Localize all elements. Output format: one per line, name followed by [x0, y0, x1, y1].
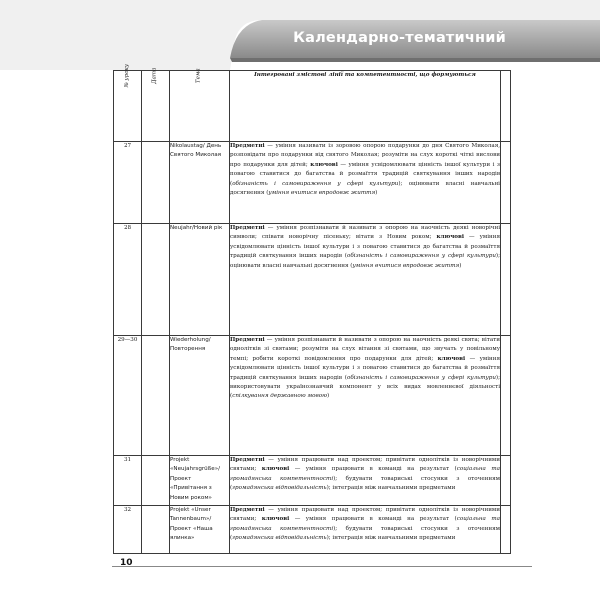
lesson-date: [142, 142, 170, 224]
footer-rule: [112, 566, 532, 567]
table-row: [114, 142, 511, 224]
column-header-content: Інтегровані змістові лінії та компетентності, що формуються: [230, 71, 501, 142]
table-header-row: [114, 71, 511, 142]
lesson-topic: Neujahr/Новий рік: [170, 224, 230, 336]
lesson-date: [142, 506, 170, 554]
lesson-content: Предметні — уміння називати із зоровою опорою подарунки до дня Святого Миколая, розповідати про подарунки від святого Миколая; розуміти на слух короткі чіткі вислови про подарунки для дітей; ключові — уміння усвідомлювати цінність іншої культури і з повагою ставитися до багатства й розмаїття традицій святкування інших народів (обізнаність і самовираження у сфері культури); оцінювати власні навчальні досягнення (уміння вчитися впродовж життя): [230, 142, 501, 224]
lesson-date: [142, 336, 170, 456]
lesson-number: 28: [114, 224, 142, 336]
lesson-number: 32: [114, 506, 142, 554]
column-header-lesson-number: № уроку: [114, 71, 142, 142]
lesson-content: Предметні — уміння працювати над проектом; привітати однолітків із новорічними святами; ключові — уміння працювати в команді на результат (соціальна та громадянська компетентності); будувати товариські стосунки з оточенням (громадянська відповідальність); інтеграція між навчальними предметами: [230, 456, 501, 506]
extra-cell: [501, 336, 511, 456]
table-row: [114, 506, 511, 554]
extra-cell: [501, 506, 511, 554]
table-row: [114, 456, 511, 506]
lesson-date: [142, 224, 170, 336]
column-header-extra: [501, 71, 511, 142]
extra-cell: [501, 224, 511, 336]
lesson-topic: Nikolaustag/ День Святого Миколая: [170, 142, 230, 224]
lesson-content: Предметні — уміння розпізнавати й називати з опорою на наочність деякі свята; вітати однолітків зі святами; розуміти на слух вітання зі святами, що звучать у повільному темпі; робити короткі повідомлення про подарунки для дітей; ключові — уміння усвідомлювати цінність іншої культури і з повагою ставитися до багатства й розмаїття традицій святкування інших народів (обізнаність і самовираження у сфері культури); використовувати українознавчий компонент у всіх видах мовленнєвої діяльності (спілкування державною мовою): [230, 336, 501, 456]
lesson-topic: Wiederholung/ Повторення: [170, 336, 230, 456]
lesson-content: Предметні — уміння працювати над проектом; привітати однолітків із новорічними святами; ключові — уміння працювати в команді на результат (соціальна та громадянська компетентності); будувати товариські стосунки з оточенням (громадянська відповідальність); інтеграція між навчальними предметами: [230, 506, 501, 554]
lesson-topic: Projekt «Neujahrsgrüße»/ Проект «Привітання з Новим роком»: [170, 456, 230, 506]
table-row: [114, 224, 511, 336]
lesson-number: 27: [114, 142, 142, 224]
lesson-content: Предметні — уміння розпізнавати й називати з опорою на наочність деякі новорічні символи; співати новорічну пісеньку; вітати з Новим роком; ключові — уміння усвідомлювати цінність іншої культури і з повагою ставитися до багатства й розмаїття традицій святкування інших народів (обізнаність і самовираження у сфері культури); оцінювати власні навчальні досягнення (уміння вчитися впродовж життя): [230, 224, 501, 336]
extra-cell: [501, 142, 511, 224]
lesson-number: 29—30: [114, 336, 142, 456]
extra-cell: [501, 456, 511, 506]
page-header-title: Календарно-тематичний: [293, 30, 506, 46]
lesson-topic: Projekt «Unser Tannenbaum»/ Проект «Наша ялинка»: [170, 506, 230, 554]
lesson-date: [142, 456, 170, 506]
table-row: [114, 336, 511, 456]
column-header-date: Дата: [142, 71, 170, 142]
calendar-plan-table: [113, 63, 511, 554]
lesson-number: 31: [114, 456, 142, 506]
page-number: 10: [120, 558, 133, 568]
column-header-topic: Тема: [170, 71, 230, 142]
